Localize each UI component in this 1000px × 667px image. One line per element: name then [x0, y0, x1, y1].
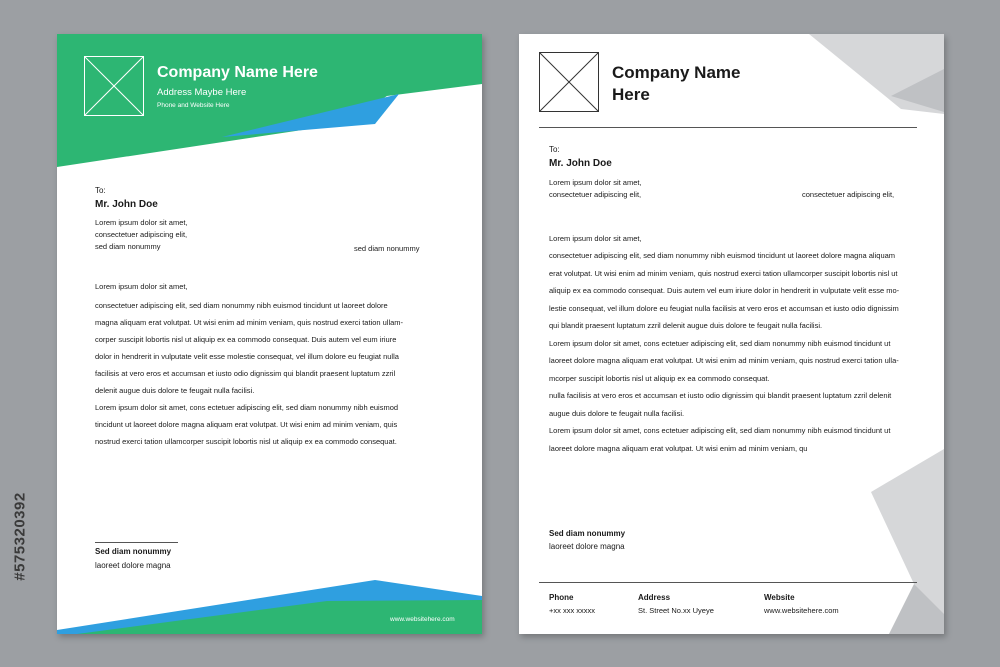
- body-line: aliquip ex ea commodo consequat. Duis autem vel eum iriure dolor in hendrerit in vulputate velit esse mo-: [549, 286, 900, 295]
- body-line: mcorper suscipit lobortis nisl ut aliquip ex ea commodo consequat.: [549, 373, 770, 383]
- salutation: Lorem ipsum dolor sit amet,: [549, 234, 642, 243]
- body-line: dolor in hendrerit in vulputate velit esse molestie consequat, vel illum dolore eu feugiat nulla: [95, 352, 399, 361]
- body-line: delenit augue duis dolore te feugait nulla facilisi.: [95, 386, 255, 395]
- to-label: To:: [95, 186, 106, 195]
- body-text: [95, 297, 445, 450]
- body-line: magna aliquam erat volutpat. Ut wisi enim ad minim veniam, quis nostrud exerci tation ullam-: [95, 318, 404, 327]
- body-line: tincidunt ut laoreet dolore magna aliquam erat volutpat. Ut wisi enim ad minim veniam, quis: [95, 420, 398, 429]
- signature-line: [95, 542, 178, 543]
- signature-name: Sed diam nonummy: [549, 529, 626, 538]
- body-text: [549, 247, 899, 457]
- company-name: Company Name Here: [612, 63, 741, 104]
- intro-side-text: sed diam nonummy: [354, 244, 420, 253]
- signature-title: laoreet dolore magna: [95, 561, 171, 570]
- body-line: corper suscipit lobortis nisl ut aliquip ex ea commodo consequat. Duis autem vel eum iriure: [95, 335, 397, 344]
- intro-line: sed diam nonummy: [95, 242, 161, 251]
- body-line: consectetuer adipiscing elit, sed diam nonummy nibh euismod tincidunt ut laoreet dolore: [95, 301, 388, 310]
- intro-line: Lorem ipsum dolor sit amet,: [549, 178, 642, 187]
- intro-line: consectetuer adipiscing elit,: [95, 230, 188, 239]
- footer-address-value: St. Street No.xx Uyeye: [638, 606, 714, 615]
- company-name: Company Name Here: [157, 64, 318, 81]
- body-line: Lorem ipsum dolor sit amet, cons ectetuer adipiscing elit, sed diam nonummy nibh euismod: [95, 403, 399, 412]
- body-line: augue duis dolore te feugait nulla facilisi.: [549, 408, 685, 418]
- stock-id-watermark: [10, 428, 30, 658]
- body-line: Lorem ipsum dolor sit amet, cons ectetuer adipiscing elit, sed diam nonummy nibh euismod tincidunt ut: [549, 338, 891, 348]
- body-line: Lorem ipsum dolor sit amet, cons ectetuer adipiscing elit, sed diam nonummy nibh euismod tincidunt ut: [549, 426, 891, 435]
- footer-phone-value: +xx xxx xxxxx: [549, 606, 596, 615]
- intro-line: Lorem ipsum dolor sit amet,: [95, 218, 188, 227]
- body-line: nostrud exerci tation ullamcorper suscipit lobortis nisl ut aliquip ex ea commodo consequat.: [95, 437, 397, 446]
- body-line: lestie consequat, vel illum dolore eu feugiat nulla facilisis at vero eros et accumsan et iusto odio dignissim: [549, 303, 899, 313]
- body-line: nulla facilisis at vero eros et accumsan et iusto odio dignissim qui blandit praesent luptatum zzril delenit: [549, 391, 892, 400]
- footer-website-label: Website: [764, 593, 795, 602]
- header-divider: [539, 127, 917, 128]
- body-line: qui blandit praesent luptatum zzril delenit augue duis dolore te feugait nulla facilisi.: [549, 321, 823, 330]
- company-address: Address Maybe Here: [157, 87, 247, 98]
- signature-title: laoreet dolore magna: [549, 542, 625, 551]
- footer-divider: [539, 582, 917, 583]
- intro-line: consectetuer adipiscing elit,: [549, 190, 642, 199]
- recipient-name: Mr. John Doe: [549, 158, 612, 169]
- salutation: Lorem ipsum dolor sit amet,: [95, 282, 188, 291]
- intro-block: [549, 177, 642, 201]
- footer-website-value: www.websitehere.com: [764, 606, 839, 615]
- body-line: consectetuer adipiscing elit, sed diam nonummy nibh euismod tincidunt ut laoreet dolore magna aliquam: [549, 251, 896, 260]
- body-line: laoreet dolore magna aliquam erat volutpat. Ut wisi enim ad minim veniam, quis nostrud exerci tation ulla-: [549, 356, 899, 365]
- image-placeholder-icon: [539, 52, 599, 112]
- company-phone-website: Phone and Website Here: [157, 102, 230, 109]
- body-line: erat volutpat. Ut wisi enim ad minim veniam, quis nostrud exerci tation ullamcorper suscipit lobortis nisl ut: [549, 268, 898, 278]
- footer-address-label: Address: [638, 593, 671, 602]
- footer-website: www.websitehere.com: [390, 616, 455, 623]
- image-placeholder-icon: [84, 56, 144, 116]
- intro-block: [95, 217, 188, 253]
- letterhead-green: [57, 34, 482, 634]
- intro-side-text: consectetuer adipiscing elit,: [802, 190, 895, 199]
- footer-phone-label: Phone: [549, 593, 574, 602]
- signature-name: Sed diam nonummy: [95, 547, 172, 556]
- stock-id-text: #575320392: [11, 492, 29, 581]
- letterhead-grey: [519, 34, 944, 634]
- logo-placeholder: [84, 56, 144, 116]
- body-line: laoreet dolore magna aliquam erat volutpat. Ut wisi enim ad minim veniam, qu: [549, 443, 808, 453]
- to-label: To:: [549, 145, 560, 154]
- logo-placeholder: [539, 52, 599, 112]
- recipient-name: Mr. John Doe: [95, 199, 158, 210]
- body-line: facilisis at vero eros et accumsan et iusto odio dignissim qui blandit praesent luptatum zzril: [95, 369, 396, 378]
